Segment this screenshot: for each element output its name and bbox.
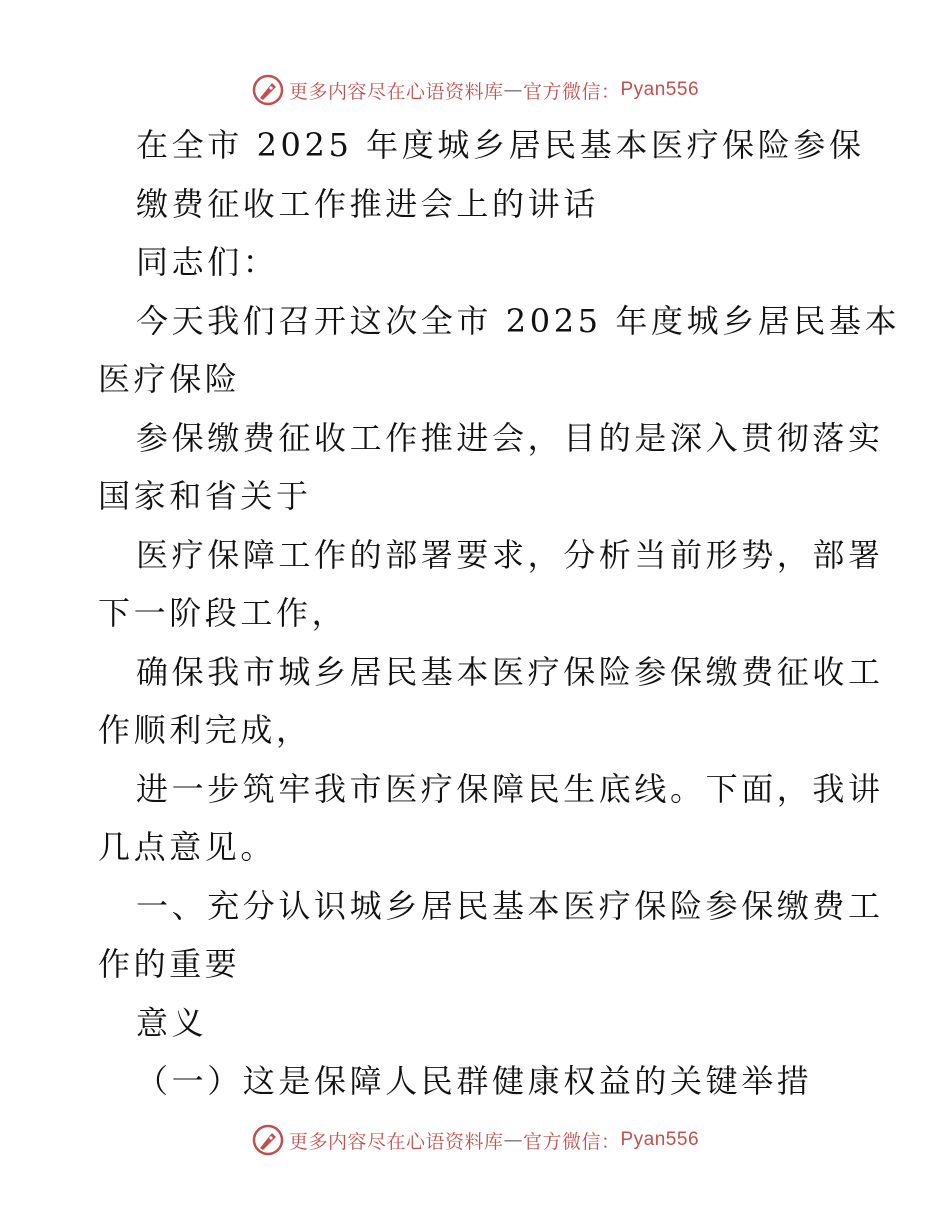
salutation: 同志们： bbox=[136, 243, 279, 281]
title-line-2: 缴费征收工作推进会上的讲话 bbox=[136, 184, 599, 223]
pen-nib-logo-icon bbox=[251, 73, 285, 107]
paragraph-line: 进一步筑牢我市医疗保障民生底线。下面，我讲 bbox=[136, 769, 884, 808]
watermark-contact: Pyan556 bbox=[620, 79, 700, 100]
watermark-brand: 更多内容尽在心语资料库 bbox=[288, 1130, 504, 1153]
paragraph-line: 作顺利完成， bbox=[98, 711, 312, 749]
paragraph-line: 医疗保险 bbox=[98, 360, 241, 398]
paragraph-line: 确保我市城乡居民基本医疗保险参保缴费征收工 bbox=[136, 652, 884, 691]
header-watermark bbox=[0, 70, 950, 110]
subsection-heading: （一）这是保障人民群健康权益的关键举措 bbox=[136, 1062, 813, 1100]
watermark-official: 官方微信： bbox=[522, 80, 621, 103]
paragraph-line: 今天我们召开这次全市 2025 年度城乡居民基本 bbox=[136, 301, 901, 340]
section-heading-line: 一、充分认识城乡居民基本医疗保险参保缴费工 bbox=[136, 886, 884, 925]
footer-watermark bbox=[0, 1120, 950, 1160]
paragraph-line: 国家和省关于 bbox=[98, 477, 312, 515]
paragraph-line: 几点意见。 bbox=[98, 828, 277, 866]
document-body bbox=[98, 116, 901, 1111]
watermark-official: 官方微信： bbox=[522, 1130, 621, 1153]
watermark-separator: — bbox=[503, 79, 523, 101]
pen-nib-logo-icon bbox=[251, 1123, 285, 1157]
paragraph-line: 下一阶段工作， bbox=[98, 594, 348, 632]
title-line-1: 在全市 2025 年度城乡居民基本医疗保险参保 bbox=[136, 126, 865, 164]
paragraph-line: 参保缴费征收工作推进会，目的是深入贯彻落实 bbox=[136, 418, 884, 457]
watermark-separator: — bbox=[503, 1129, 523, 1151]
section-heading-line: 意义 bbox=[136, 1003, 208, 1042]
section-heading-line: 作的重要 bbox=[98, 945, 241, 983]
paragraph-line: 医疗保障工作的部署要求，分析当前形势，部署 bbox=[136, 535, 884, 574]
watermark-brand: 更多内容尽在心语资料库 bbox=[288, 80, 504, 103]
watermark-contact: Pyan556 bbox=[620, 1129, 700, 1150]
